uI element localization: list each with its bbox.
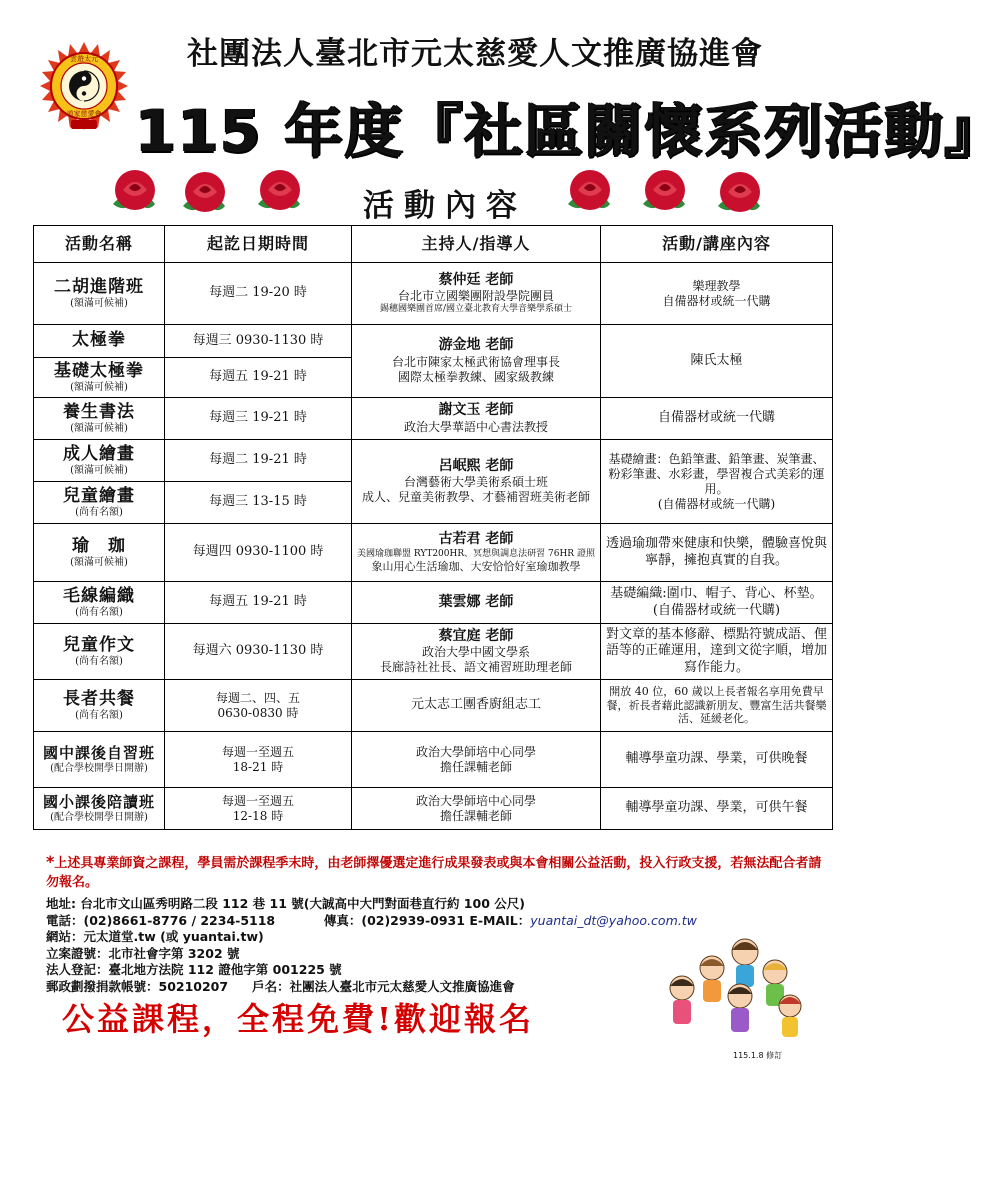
revision-date: 115.1.8 修訂 xyxy=(733,1051,783,1060)
table-row xyxy=(34,732,833,788)
time-cell: 每週二 19-21 時 xyxy=(165,440,352,482)
email-link[interactable]: yuantai_dt@yahoo.com.tw xyxy=(530,912,697,928)
table-row xyxy=(34,624,833,680)
time-cell: 每週三 19-21 時 xyxy=(165,398,352,440)
organization-name: 社團法人臺北市元太慈愛人文推廣協進會 xyxy=(187,36,763,72)
time-cell: 每週五 19-21 時 xyxy=(165,358,352,398)
table-row xyxy=(34,582,833,624)
content-cell: 基礎繪畫：色鉛筆畫、鉛筆畫、炭筆畫、粉彩筆畫、水彩畫，學習複合式美彩的運用。 (自備器材或統一代購) xyxy=(601,440,833,524)
table-row xyxy=(34,398,833,440)
host-cell: 葉雲娜 老師 xyxy=(352,582,601,624)
free-course-slogan: 公益課程，全程免費!歡迎報名 xyxy=(62,1000,535,1038)
activity-name-cell: 二胡進階班 (額滿可候補) xyxy=(34,263,165,325)
activity-name-cell: 太極拳 xyxy=(34,325,165,358)
column-header: 起訖日期時間 xyxy=(165,226,352,263)
time-cell: 每週五 19-21 時 xyxy=(165,582,352,624)
time-cell: 每週三 13-15 時 xyxy=(165,482,352,524)
activity-name-cell: 兒童繪畫 (尚有名額) xyxy=(34,482,165,524)
email-label: E-MAIL： xyxy=(469,912,531,928)
phone: 電話：(02)8661-8776 / 2234-5118 xyxy=(46,912,276,928)
column-header: 活動名稱 xyxy=(34,226,165,263)
host-cell: 謝文玉 老師 政治大學華語中心書法教授 xyxy=(352,398,601,440)
table-row xyxy=(34,680,833,732)
content-cell: 自備器材或統一代購 xyxy=(601,398,833,440)
content-cell: 陳氏太極 xyxy=(601,325,833,398)
activity-name-cell: 養生書法 (額滿可候補) xyxy=(34,398,165,440)
time-cell: 每週一至週五 18-21 時 xyxy=(165,732,352,788)
time-cell: 每週二、四、五 0630-0830 時 xyxy=(165,680,352,732)
host-cell: 政治大學師培中心同學 擔任課輔老師 xyxy=(352,732,601,788)
content-cell: 輔導學童功課、學業，可供晚餐 xyxy=(601,732,833,788)
table-row xyxy=(34,788,833,830)
association-logo xyxy=(38,40,130,132)
host-cell: 元太志工團香廚組志工 xyxy=(352,680,601,732)
table-row xyxy=(34,440,833,482)
time-cell: 每週一至週五 12-18 時 xyxy=(165,788,352,830)
children-illustration xyxy=(640,930,810,1040)
table-row xyxy=(34,263,833,325)
time-cell: 每週六 0930-1130 時 xyxy=(165,624,352,680)
rose-decoration-right xyxy=(560,162,785,224)
website: 網站：元太道堂.tw (或 yuantai.tw) xyxy=(46,929,264,944)
svg-text:雲遊太元: 雲遊太元 xyxy=(70,55,98,63)
time-cell: 每週二 19-20 時 xyxy=(165,263,352,325)
legal-registration: 法人登記：臺北地方法院 112 證他字第 001225 號 xyxy=(46,962,342,977)
activity-name-cell: 基礎太極拳 (額滿可候補) xyxy=(34,358,165,398)
table-header-row xyxy=(34,226,833,263)
content-cell: 樂理教學 自備器材或統一代購 xyxy=(601,263,833,325)
host-cell: 蔡仲廷 老師 台北市立國樂團附設學院團員 錫穗國樂團首席/國立臺北教育大學音樂學系碩士 xyxy=(352,263,601,325)
page-title: 115 年度『社區關懷系列活動』 xyxy=(135,97,1004,165)
host-cell: 政治大學師培中心同學 擔任課輔老師 xyxy=(352,788,601,830)
donation-account: 郵政劃撥捐款帳號：50210207 戶名：社團法人臺北市元太慈愛人文推廣協進會 xyxy=(46,978,515,994)
activity-name-cell: 瑜 珈 (額滿可候補) xyxy=(34,524,165,582)
content-cell: 基礎編織:圍巾、帽子、背心、杯墊。(自備器材或統一代購) xyxy=(601,582,833,624)
column-header: 主持人/指導人 xyxy=(352,226,601,263)
activity-name-cell: 國小課後陪讀班 (配合學校開學日開辦) xyxy=(34,788,165,830)
content-cell: 透過瑜珈帶來健康和快樂，體驗喜悅與寧靜，擁抱真實的自我。 xyxy=(601,524,833,582)
content-cell: 輔導學童功課、學業，可供午餐 xyxy=(601,788,833,830)
fax: 傳真：(02)2939-0931 xyxy=(323,912,465,928)
table-row xyxy=(34,325,833,358)
svg-text:道家慈愛會: 道家慈愛會 xyxy=(66,110,102,118)
rose-decoration-left xyxy=(105,162,330,224)
time-cell: 每週四 0930-1100 時 xyxy=(165,524,352,582)
host-cell: 呂岷熙 老師 台灣藝術大學美術系碩士班 成人、兒童美術教學、才藝補習班美術老師 xyxy=(352,440,601,524)
activity-name-cell: 兒童作文 (尚有名額) xyxy=(34,624,165,680)
activity-name-cell: 成人繪畫 (額滿可候補) xyxy=(34,440,165,482)
registration-number: 立案證號：北市社會字第 3202 號 xyxy=(46,945,240,961)
activity-name-cell: 長者共餐 (尚有名額) xyxy=(34,680,165,732)
time-cell: 每週三 0930-1130 時 xyxy=(165,325,352,358)
host-cell: 古若君 老師 美國瑜珈聯盟 RYT200HR、冥想與調息法研習 76HR 證照 象山用心生活瑜珈、大安恰恰好室瑜珈教學 xyxy=(352,524,601,582)
course-notice: *上述具專業師資之課程，學員需於課程季末時，由老師擇優選定進行成果發表或與本會相關公益活動，投入行政支援，若無法配合者請勿報名。 xyxy=(46,852,822,890)
table-row xyxy=(34,524,833,582)
address: 地址: 台北市文山區秀明路二段 112 巷 11 號(大誠高中大門對面巷直行約 100 公尺) xyxy=(46,896,525,911)
activity-name-cell: 毛線編織 (尚有名額) xyxy=(34,582,165,624)
host-cell: 游金地 老師 台北市陳家太極武術協會理事長 國際太極拳教練、國家級教練 xyxy=(352,325,601,398)
activity-name-cell: 國中課後自習班 (配合學校開學日開辦) xyxy=(34,732,165,788)
activity-schedule-table xyxy=(33,225,833,830)
content-cell: 開放 40 位，60 歲以上長者報名享用免費早餐，祈長者藉此認識新朋友、豐富生活共餐樂活、延緩老化。 xyxy=(601,680,833,732)
section-title: 活動內容 xyxy=(363,188,527,224)
host-cell: 蔡宜庭 老師 政治大學中國文學系 長廊詩社社長、語文補習班助理老師 xyxy=(352,624,601,680)
phone-fax-email xyxy=(46,913,806,930)
column-header: 活動/講座內容 xyxy=(601,226,833,263)
content-cell: 對文章的基本修辭、標點符號成語、俚語等的正確運用，達到文從字順，增加寫作能力。 xyxy=(601,624,833,680)
